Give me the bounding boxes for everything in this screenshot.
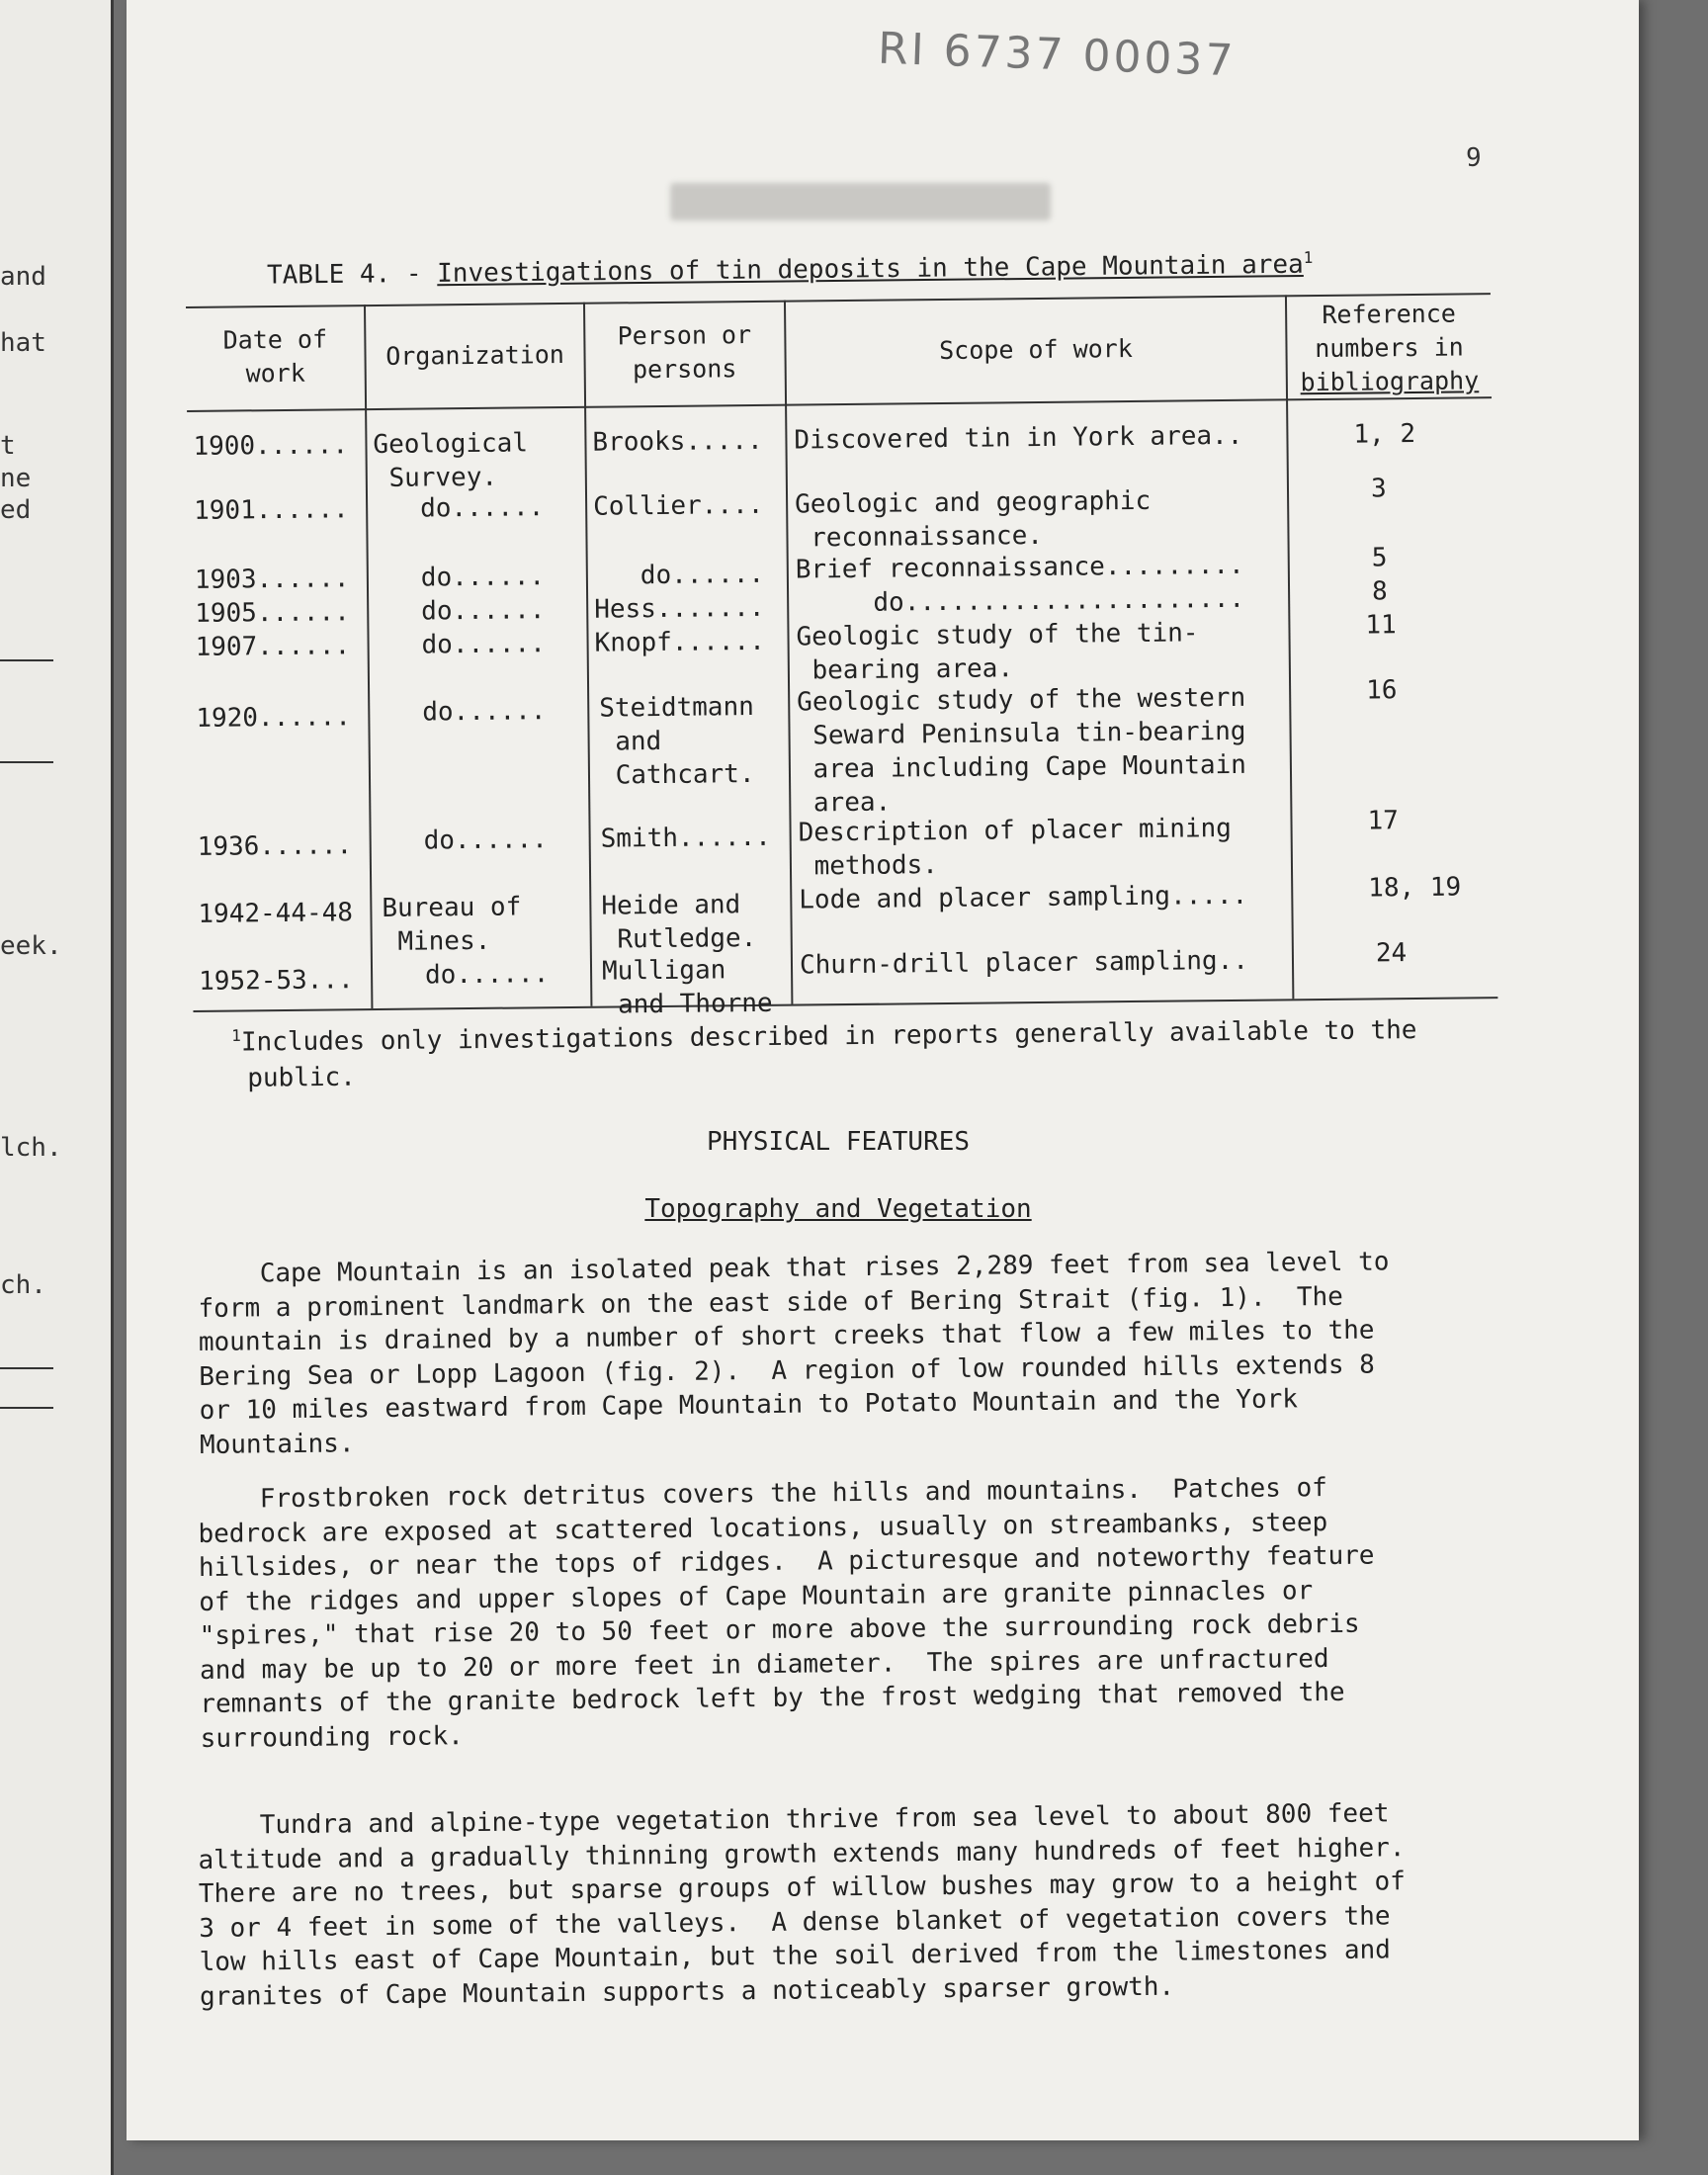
header-reference: Reference numbers in bibliography — [1300, 299, 1480, 397]
previous-page-edge — [0, 0, 114, 2175]
prev-page-fragment: eek. — [0, 931, 62, 961]
table-title-footnote-mark: 1 — [1303, 247, 1314, 268]
row-person: Heide and Rutledge. — [601, 890, 757, 955]
row-organization: Bureau of Mines. — [382, 892, 522, 957]
row-organization: do...... — [377, 825, 549, 857]
row-date: 1901...... — [194, 494, 349, 526]
row-date: 1952-53... — [198, 965, 354, 997]
prev-page-rule — [0, 659, 53, 661]
row-organization: do...... — [378, 959, 550, 991]
investigations-table — [186, 293, 1497, 1020]
row-person: Collier.... — [592, 489, 764, 522]
row-person: do...... — [593, 559, 765, 591]
prev-page-fragment: hat — [0, 328, 46, 358]
row-person: Smith...... — [600, 822, 771, 854]
row-date: 1905...... — [195, 597, 350, 629]
header-person: Person or persons — [617, 320, 752, 385]
row-organization: do...... — [375, 629, 546, 661]
row-scope: Churn-drill placer sampling.. — [799, 945, 1249, 981]
header-organization: Organization — [385, 339, 564, 371]
paragraph: Frostbroken rock detritus covers the hills and mountains. Patches of bedrock are exposed at scattered locations, usually on streambanks, steep hillsides, or near the tops of ridges. A picturesque and noteworthy feature of the ridges and upper slopes of Cape Mountain are granite pinnacles or "spires," that rise 20 to 50 feet or more above the surrounding rock debris and may be up to 20 or more feet in diameter. The spires are unfractured remnants of the granite bedrock left by the frost wedging that removed the surrounding rock. — [198, 1473, 1375, 1754]
row-person: Knopf...... — [594, 626, 765, 658]
row-reference: 1, 2 — [1353, 418, 1416, 450]
row-reference: 16 — [1365, 675, 1398, 706]
row-organization: do...... — [374, 492, 545, 525]
row-person: Hess....... — [594, 592, 765, 625]
prev-page-fragment: ch. — [0, 1270, 46, 1300]
row-date: 1907...... — [195, 631, 351, 662]
row-scope: do...................... — [796, 583, 1245, 619]
row-scope: Discovered tin in York area.. — [794, 420, 1243, 456]
row-reference: 5 — [1371, 543, 1388, 573]
table-title-text: Investigations of tin deposits in the Cape Mountain area — [437, 249, 1304, 289]
row-scope: Geologic study of the western Seward Peninsula tin-bearing area including Cape Mountain area. — [797, 682, 1247, 819]
row-reference: 11 — [1365, 610, 1397, 641]
row-date: 1903...... — [194, 564, 350, 595]
prev-page-fragment: lch. — [0, 1133, 62, 1163]
page-number: 9 — [1466, 143, 1482, 173]
row-reference: 18, 19 — [1368, 872, 1462, 904]
table-footnote — [231, 1005, 1417, 1095]
row-date: 1936...... — [197, 830, 353, 862]
section-heading: PHYSICAL FEATURES — [706, 1127, 971, 1157]
paragraph: Cape Mountain is an isolated peak that rises 2,289 feet from sea level to form a prominent landmark on the east side of Bering Strait (fig. 1). The mountain is drained by a number of short creeks that flow a few miles to the Bering Sea or Lopp Lagoon (fig. 2). A region of low rounded hills extends 8 or 10 miles eastward from Cape Mountain to Potato Mountain and the York Mountains. — [198, 1247, 1390, 1460]
row-reference: 3 — [1370, 474, 1387, 504]
prev-page-fragment: t — [0, 431, 16, 461]
row-date: 1920...... — [196, 702, 352, 734]
footnote-mark: 1 — [231, 1025, 241, 1045]
row-organization: do...... — [376, 696, 547, 729]
paragraph: Tundra and alpine-type vegetation thrive from sea level to about 800 feet altitude and a gradually thinning growth extends many hundreds of feet higher. There are no trees, but sparse groups of willow bushes may grow to a height of 3 or 4 feet in some of the valleys. A dense blanket of vegetation covers the low hills east of Cape Mountain, but the soil derived from the limestones and granites of Cape Mountain supports a noticeably sparser growth. — [198, 1798, 1406, 2012]
document-page — [127, 0, 1639, 2140]
row-scope: Geologic and geographic reconnaissance. — [794, 485, 1152, 554]
row-date: 1942-44-48 — [198, 898, 354, 929]
handwritten-note: RI 6737 00037 — [877, 23, 1238, 87]
table-title-prefix: TABLE 4. - — [266, 258, 438, 291]
row-reference: 8 — [1371, 576, 1388, 607]
header-scope: Scope of work — [939, 333, 1133, 366]
prev-page-rule — [0, 761, 53, 763]
prev-page-fragment: ne — [0, 464, 32, 493]
footnote-text: Includes only investigations described in reports generally available to the public. — [231, 1015, 1417, 1093]
row-organization: Geological Survey. — [373, 428, 529, 494]
row-reference: 24 — [1375, 938, 1408, 969]
smudge — [670, 183, 1051, 220]
row-scope: Brief reconnaissance......... — [795, 550, 1244, 585]
prev-page-fragment: and — [0, 262, 46, 292]
row-scope: Lode and placer sampling..... — [799, 880, 1248, 915]
row-reference: 17 — [1367, 806, 1399, 836]
prev-page-fragment: ed — [0, 495, 32, 525]
row-person: Brooks..... — [592, 425, 763, 458]
prev-page-rule — [0, 1407, 53, 1409]
subheading: Topography and Vegetation — [644, 1194, 1032, 1224]
row-person: Steidtmann and Cathcart. — [599, 692, 755, 791]
table-title — [267, 248, 1314, 291]
row-scope: Geologic study of the tin- bearing area. — [796, 618, 1199, 686]
prev-page-rule — [0, 1367, 53, 1369]
row-scope: Description of placer mining methods. — [798, 813, 1233, 882]
row-organization: do...... — [375, 595, 546, 628]
row-organization: do...... — [374, 562, 546, 594]
row-person: Mulligan and Thorne — [601, 955, 773, 1020]
header-date: Date of work — [222, 324, 328, 389]
row-date: 1900...... — [193, 430, 349, 462]
